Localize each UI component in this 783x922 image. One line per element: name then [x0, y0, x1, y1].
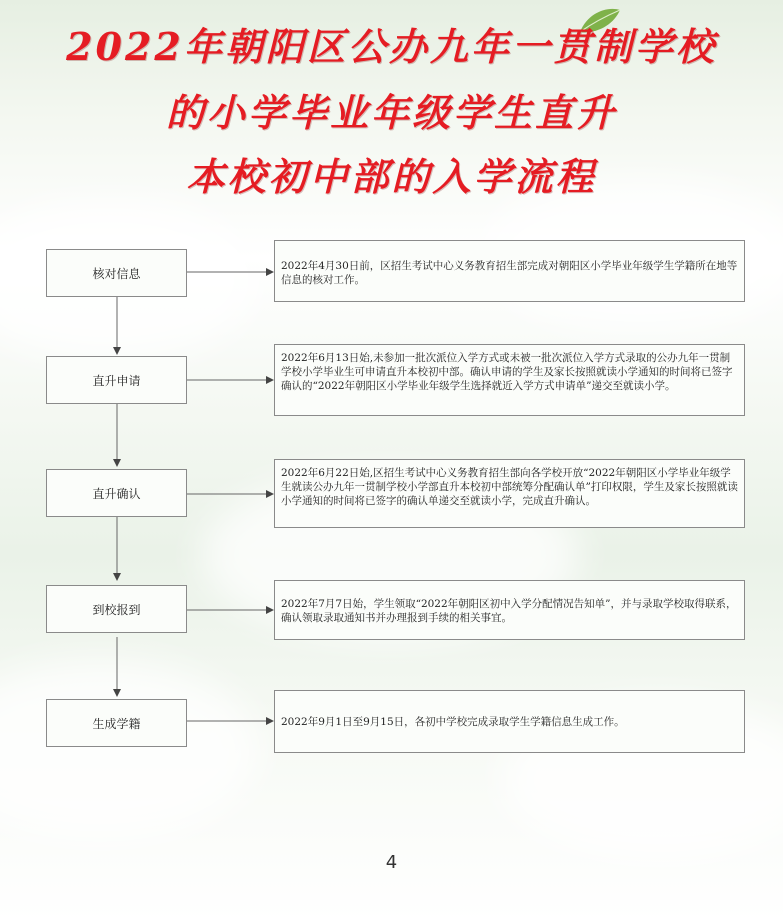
page-title-line-2: 的小学毕业年级学生直升: [165, 90, 617, 135]
step-verify-info-desc: 2022年4月30日前，区招生考试中心义务教育招生部完成对朝阳区小学毕业年级学生学籍所在地等信息的核对工作。: [274, 240, 745, 302]
page-title-line-1: 2022年朝阳区公办九年一贯制学校: [66, 24, 717, 69]
page-number: 4: [385, 852, 398, 873]
step-report-desc: 2022年7月7日始，学生领取“2022年朝阳区初中入学分配情况告知单”，并与录取学校取得联系，确认领取录取通知书并办理报到手续的相关事宜。: [274, 580, 745, 640]
step-enroll-record: 生成学籍: [46, 699, 187, 747]
page-title-line-3: 本校初中部的入学流程: [186, 154, 597, 199]
step-apply-desc: 2022年6月13日始,未参加一批次派位入学方式或未被一批次派位入学方式录取的公办九年一贯制学校小学毕业生可申请直升本校初中部。确认申请的学生及家长按照就读小学通知的时间将已签字确认的“2022年朝阳区小学毕业年级学生选择就近入学方式申请单”递交至就读小学。: [274, 344, 745, 416]
step-confirm: 直升确认: [46, 469, 187, 517]
step-enroll-record-desc: 2022年9月1日至9月15日，各初中学校完成录取学生学籍信息生成工作。: [274, 690, 745, 753]
step-verify-info: 核对信息: [46, 249, 187, 297]
step-confirm-desc: 2022年6月22日始,区招生考试中心义务教育招生部向各学校开放“2022年朝阳区小学毕业年级学生就读公办九年一贯制学校小学部直升本校初中部统筹分配确认单”打印权限，学生及家长按照就读小学通知的时间将已签字的确认单递交至就读小学，完成直升确认。: [274, 459, 745, 528]
step-apply: 直升申请: [46, 356, 187, 404]
step-report: 到校报到: [46, 585, 187, 633]
